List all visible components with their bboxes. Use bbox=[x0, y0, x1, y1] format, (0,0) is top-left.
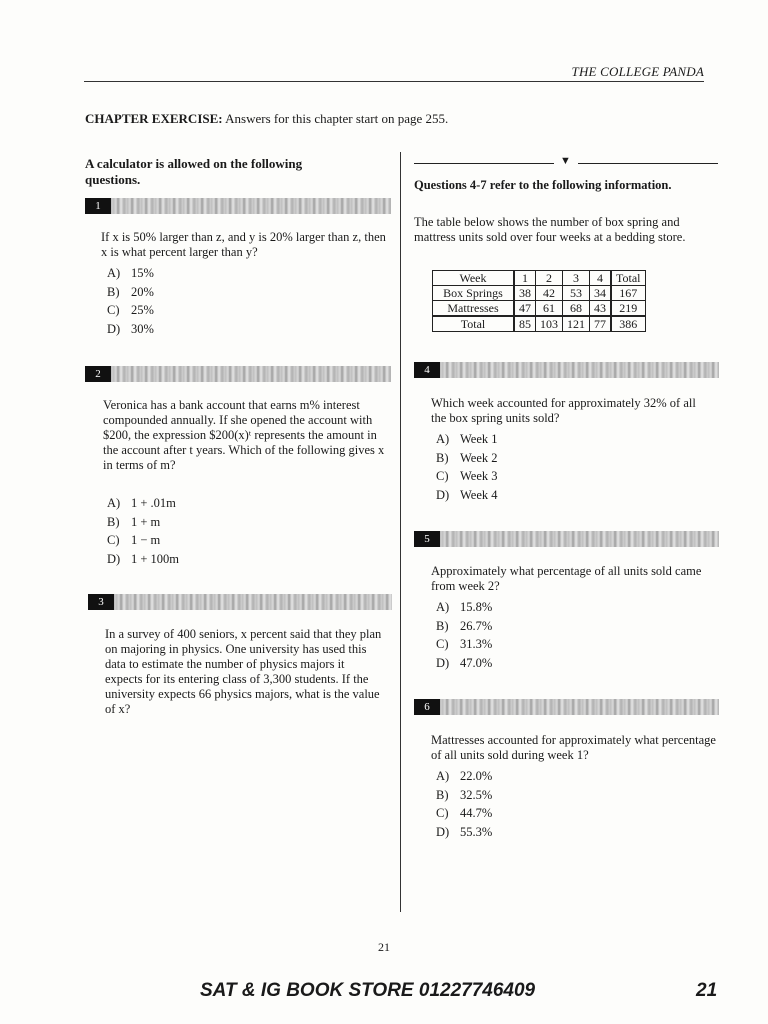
table-cell: 2 bbox=[536, 271, 563, 286]
table-cell: 43 bbox=[590, 301, 612, 317]
chapter-label: CHAPTER EXERCISE: bbox=[85, 111, 223, 126]
table-row bbox=[433, 286, 646, 301]
table-cell: 34 bbox=[590, 286, 612, 301]
table-row bbox=[433, 301, 646, 317]
answer-choice[interactable]: B) 1 + m bbox=[107, 514, 161, 529]
table-cell: 103 bbox=[536, 316, 563, 332]
table-cell: Total bbox=[433, 316, 515, 332]
table-header-row bbox=[433, 271, 646, 286]
answer-choice[interactable]: A) 15% bbox=[107, 266, 154, 280]
question-text: In a survey of 400 seniors, x percent said that they plan on majoring in physics. One university has used this data to estimate the number of physics majors it expects for its entering class of 3,300 students. If the university expects 66 physics majors, what is the value of x? bbox=[105, 627, 382, 716]
header-rule bbox=[84, 81, 704, 82]
column-divider bbox=[400, 152, 401, 912]
chapter-text: Answers for this chapter start on page 255. bbox=[225, 111, 449, 126]
question-number: 3 bbox=[88, 594, 114, 610]
answer-choice[interactable]: A) 22.0% bbox=[436, 769, 493, 783]
answer-choice[interactable]: A) 1 + .01m bbox=[107, 496, 176, 510]
question-number: 6 bbox=[414, 699, 440, 715]
answer-choice[interactable]: C) 31.3% bbox=[436, 637, 493, 651]
question-text: If x is 50% larger than z, and y is 20% larger than z, then x is what percent larger than y? bbox=[101, 230, 386, 259]
answer-choice[interactable]: C) 44.7% bbox=[436, 806, 493, 820]
answer-choice[interactable]: D) 55.3% bbox=[436, 824, 493, 839]
answer-choices bbox=[107, 494, 179, 568]
question-number: 2 bbox=[85, 366, 111, 382]
question-bar bbox=[414, 362, 719, 378]
table-cell: 42 bbox=[536, 286, 563, 301]
question-text: Mattresses accounted for approximately what percentage of all units sold during week 1? bbox=[431, 733, 716, 762]
table-cell: 47 bbox=[514, 301, 536, 317]
answer-choice[interactable]: B) Week 2 bbox=[436, 450, 498, 465]
answer-choice[interactable]: C) 1 − m bbox=[107, 533, 161, 547]
answer-choices bbox=[436, 767, 492, 841]
table-cell: 85 bbox=[514, 316, 536, 332]
answer-choices bbox=[436, 598, 492, 672]
section-separator-right bbox=[578, 163, 718, 164]
table-cell: 1 bbox=[514, 271, 536, 286]
table-cell: Week bbox=[433, 271, 515, 286]
question-number: 5 bbox=[414, 531, 440, 547]
answer-choice[interactable]: C) Week 3 bbox=[436, 469, 498, 483]
table-cell: 68 bbox=[563, 301, 590, 317]
footer-store-text: SAT & IG BOOK STORE 01227746409 bbox=[200, 980, 536, 1001]
calculator-note: A calculator is allowed on the following questions. bbox=[85, 156, 303, 187]
question-text: Veronica has a bank account that earns m% interest compounded annually. If she opened the account with $200, the expression $200(x)ᵗ represents the amount in the account after t years. Which of the following gives x in terms of m? bbox=[103, 398, 385, 472]
table-cell: 53 bbox=[563, 286, 590, 301]
page-number: 21 bbox=[378, 940, 390, 954]
question-bar bbox=[85, 198, 391, 214]
sales-table bbox=[432, 270, 646, 332]
question-bar bbox=[414, 531, 719, 547]
table-cell: 77 bbox=[590, 316, 612, 332]
question-text: Which week accounted for approximately 32% of all the box spring units sold? bbox=[431, 396, 696, 425]
running-header: THE COLLEGE PANDA bbox=[571, 64, 704, 79]
question-number: 4 bbox=[414, 362, 440, 378]
table-cell: Box Springs bbox=[433, 286, 515, 301]
table-cell: 4 bbox=[590, 271, 612, 286]
table-row bbox=[433, 316, 646, 332]
answer-choice[interactable]: D) 30% bbox=[107, 321, 154, 336]
question-bar bbox=[414, 699, 719, 715]
question-number: 1 bbox=[85, 198, 111, 214]
question-bar bbox=[85, 366, 391, 382]
question-text: Approximately what percentage of all units sold came from week 2? bbox=[431, 564, 702, 593]
answer-choice[interactable]: B) 20% bbox=[107, 284, 154, 299]
answer-choice[interactable]: C) 25% bbox=[107, 303, 154, 317]
table-cell: Total bbox=[611, 271, 645, 286]
info-heading: Questions 4-7 refer to the following information. bbox=[414, 178, 672, 192]
answer-choices bbox=[436, 430, 498, 504]
answer-choice[interactable]: D) Week 4 bbox=[436, 487, 498, 502]
triangle-down-icon: ▼ bbox=[560, 155, 571, 167]
chapter-exercise-line bbox=[85, 111, 448, 127]
footer-page-number: 21 bbox=[696, 980, 718, 1001]
answer-choices bbox=[107, 264, 154, 338]
answer-choice[interactable]: A) 15.8% bbox=[436, 600, 493, 614]
table-cell: Mattresses bbox=[433, 301, 515, 317]
table-cell: 219 bbox=[611, 301, 645, 317]
answer-choice[interactable]: D) 47.0% bbox=[436, 655, 493, 670]
question-bar bbox=[88, 594, 392, 610]
answer-choice[interactable]: A) Week 1 bbox=[436, 432, 498, 446]
table-cell: 3 bbox=[563, 271, 590, 286]
answer-choice[interactable]: B) 26.7% bbox=[436, 618, 493, 633]
answer-choice[interactable]: B) 32.5% bbox=[436, 787, 493, 802]
table-cell: 386 bbox=[611, 316, 645, 332]
table-cell: 38 bbox=[514, 286, 536, 301]
table-cell: 61 bbox=[536, 301, 563, 317]
section-separator-left bbox=[414, 163, 554, 164]
table-cell: 167 bbox=[611, 286, 645, 301]
info-text: The table below shows the number of box spring and mattress units sold over four weeks at a bedding store. bbox=[414, 215, 686, 244]
answer-choice[interactable]: D) 1 + 100m bbox=[107, 551, 180, 566]
table-cell: 121 bbox=[563, 316, 590, 332]
